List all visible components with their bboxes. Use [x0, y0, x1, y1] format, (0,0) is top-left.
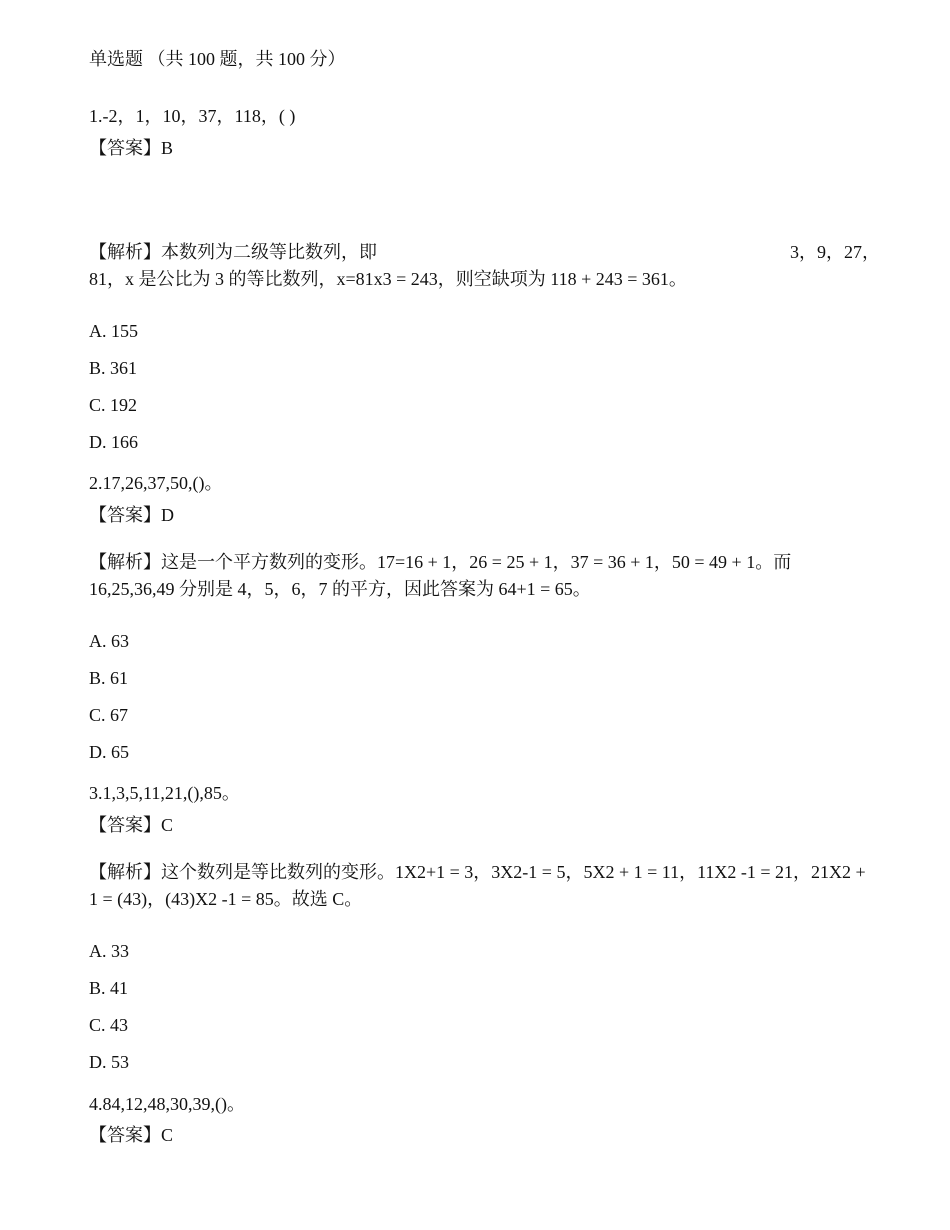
question-2-answer: 【答案】D [89, 505, 174, 525]
question-3-option-d: D. 53 [89, 1052, 129, 1072]
question-2-option-b: B. 61 [89, 668, 129, 688]
question-3-analysis-line1: 【解析】这个数列是等比数列的变形。1X2+1 = 3，3X2-1 = 5，5X2 + 1 = 11，11X2 -1 = 21，21X2 + [89, 862, 866, 882]
question-3-analysis-line2: 1 = (43)，(43)X2 -1 = 85。故选 C。 [89, 889, 363, 909]
question-1-analysis-line1-right: 3，9，27， [790, 242, 880, 262]
question-3-option-a: A. 33 [89, 941, 129, 961]
question-1-option-c: C. 192 [89, 395, 138, 415]
question-2-analysis-line1: 【解析】这是一个平方数列的变形。17=16 + 1，26 = 25 + 1，37 = 36 + 1，50 = 49 + 1。而 [89, 552, 792, 572]
question-1-analysis-line2: 81，x 是公比为 3 的等比数列，x=81x3 = 243，则空缺项为 118 + 243 = 361。 [89, 269, 687, 289]
question-1-analysis-line1-left: 【解析】本数列为二级等比数列，即 [89, 242, 377, 262]
question-1-stem: 1.-2，1，10，37，118，( ) [89, 106, 296, 126]
question-1-option-d: D. 166 [89, 432, 138, 452]
question-3-option-c: C. 43 [89, 1015, 129, 1035]
question-2-option-a: A. 63 [89, 631, 129, 651]
question-3-option-b: B. 41 [89, 978, 129, 998]
question-2-option-c: C. 67 [89, 705, 129, 725]
question-2-stem: 2.17,26,37,50,()。 [89, 473, 223, 493]
question-4-stem: 4.84,12,48,30,39,()。 [89, 1094, 245, 1114]
question-2-analysis-line2: 16,25,36,49 分别是 4，5，6，7 的平方，因此答案为 64+1 = 65。 [89, 579, 591, 599]
question-3-answer: 【答案】C [89, 815, 174, 835]
section-header: 单选题 （共 100 题，共 100 分） [89, 49, 346, 69]
question-1-option-a: A. 155 [89, 321, 138, 341]
question-3-stem: 3.1,3,5,11,21,(),85。 [89, 783, 240, 803]
question-4-answer: 【答案】C [89, 1125, 174, 1145]
question-2-option-d: D. 65 [89, 742, 129, 762]
question-1-option-b: B. 361 [89, 358, 138, 378]
question-1-answer: 【答案】B [89, 138, 174, 158]
